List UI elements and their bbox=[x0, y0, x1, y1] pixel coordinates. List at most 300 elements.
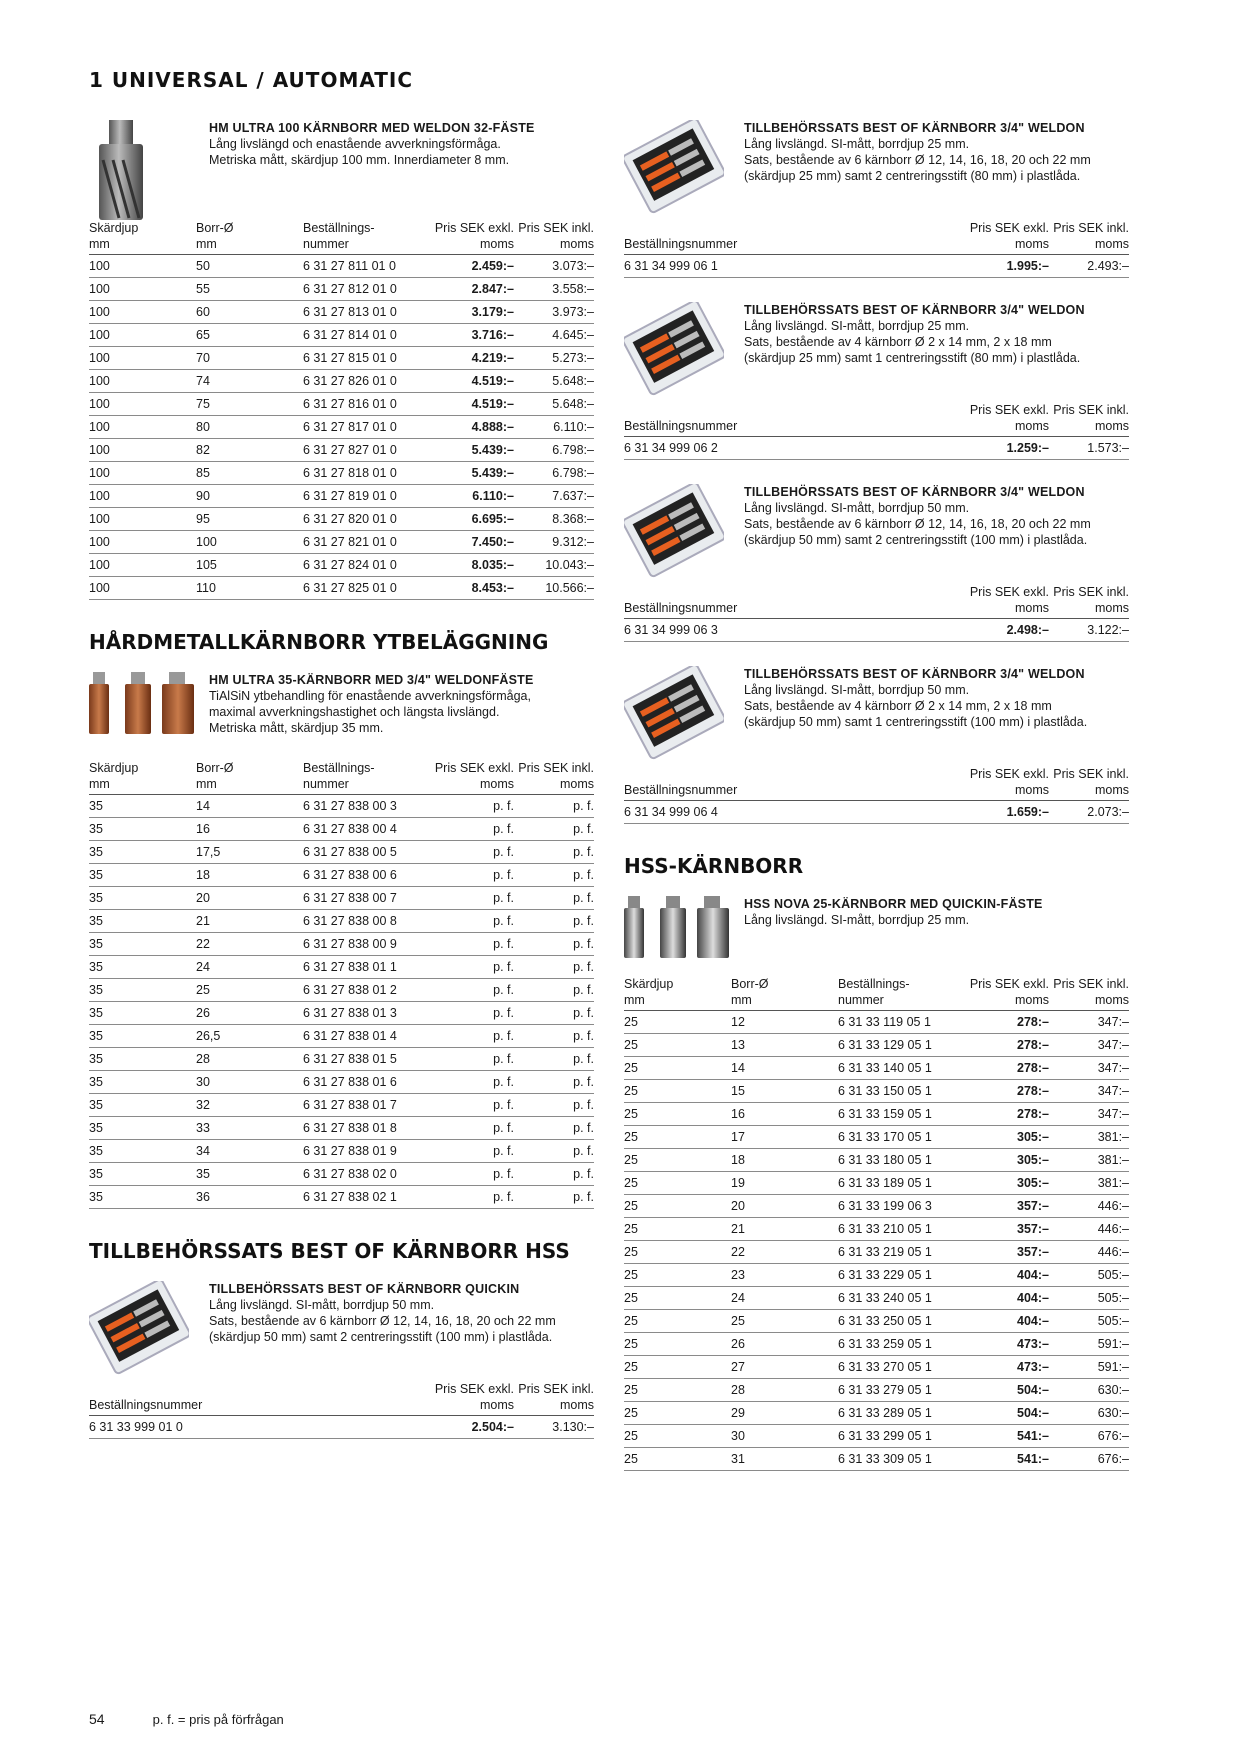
table-cell: 100 bbox=[89, 324, 196, 347]
table-cell: 6 31 27 838 00 5 bbox=[303, 841, 423, 864]
table-row bbox=[89, 301, 594, 324]
table-cell: p. f. bbox=[514, 795, 594, 818]
table-cell: 404:– bbox=[958, 1264, 1049, 1287]
table-row bbox=[89, 1025, 594, 1048]
table-cell: 25 bbox=[624, 1218, 731, 1241]
table-cell: 5.648:– bbox=[514, 393, 594, 416]
table-cell: 50 bbox=[196, 255, 303, 278]
product-title: TILLBEHÖRSSATS BEST OF KÄRNBORR QUICKIN bbox=[209, 1282, 520, 1296]
table-cell: 6 31 33 150 05 1 bbox=[838, 1080, 958, 1103]
table-cell: 90 bbox=[196, 485, 303, 508]
table-cell: 100 bbox=[89, 255, 196, 278]
table-cell: 9.312:– bbox=[514, 531, 594, 554]
table-cell: 3.716:– bbox=[423, 324, 514, 347]
product-desc: Lång livslängd. SI-mått, borrdjup 50 mm. bbox=[209, 1298, 435, 1312]
table-cell: 60 bbox=[196, 301, 303, 324]
table-cell: 6 31 27 813 01 0 bbox=[303, 301, 423, 324]
table-cell: 6 31 27 811 01 0 bbox=[303, 255, 423, 278]
table-cell: 4.519:– bbox=[423, 393, 514, 416]
table-row bbox=[624, 1126, 1129, 1149]
table-cell: 6 31 34 999 06 2 bbox=[624, 437, 958, 460]
table-row bbox=[89, 577, 594, 600]
product-hm-ultra-100 bbox=[89, 120, 594, 600]
table-row bbox=[89, 795, 594, 818]
table-cell: 35 bbox=[89, 1186, 196, 1209]
product-desc: Metriska mått, skärdjup 35 mm. bbox=[209, 721, 384, 735]
table-cell: p. f. bbox=[423, 979, 514, 1002]
table-cell: p. f. bbox=[514, 1117, 594, 1140]
left-column bbox=[89, 120, 594, 1451]
table-cell: 28 bbox=[196, 1048, 303, 1071]
table-cell: 6 31 27 838 00 7 bbox=[303, 887, 423, 910]
table-row bbox=[624, 437, 1129, 460]
table-cell: 6 31 33 140 05 1 bbox=[838, 1057, 958, 1080]
table-cell: 6.110:– bbox=[423, 485, 514, 508]
product-desc: (skärdjup 25 mm) samt 2 centreringsstift (80 mm) i plastlåda. bbox=[744, 169, 1081, 183]
table-cell: 6 31 33 219 05 1 bbox=[838, 1241, 958, 1264]
table-cell: 25 bbox=[624, 1126, 731, 1149]
table-cell: 35 bbox=[89, 1094, 196, 1117]
table-cell: 6 31 34 999 06 3 bbox=[624, 619, 958, 642]
product-desc: Sats, bestående av 4 kärnborr Ø 2 x 14 mm, 2 x 18 mm bbox=[744, 335, 1052, 349]
product-desc: Metriska mått, skärdjup 100 mm. Innerdiameter 8 mm. bbox=[209, 153, 510, 167]
table-cell: 35 bbox=[89, 979, 196, 1002]
table-cell: p. f. bbox=[423, 864, 514, 887]
table-row bbox=[89, 864, 594, 887]
page-number: 54 bbox=[89, 1711, 105, 1727]
table-cell: 100 bbox=[89, 301, 196, 324]
table-cell: 74 bbox=[196, 370, 303, 393]
table-cell: 6 31 27 825 01 0 bbox=[303, 577, 423, 600]
table-cell: 6 31 33 159 05 1 bbox=[838, 1103, 958, 1126]
table-cell: 35 bbox=[89, 1048, 196, 1071]
table-cell: 6 31 27 838 00 8 bbox=[303, 910, 423, 933]
table-cell: 381:– bbox=[1049, 1149, 1129, 1172]
table-cell: 278:– bbox=[958, 1034, 1049, 1057]
table-cell: p. f. bbox=[514, 818, 594, 841]
table-cell: 7.637:– bbox=[514, 485, 594, 508]
table-row bbox=[89, 933, 594, 956]
table-row bbox=[624, 1080, 1129, 1103]
table-cell: 35 bbox=[89, 818, 196, 841]
drill-set-case-image bbox=[89, 1281, 209, 1377]
table-cell: 404:– bbox=[958, 1287, 1049, 1310]
table-cell: 14 bbox=[196, 795, 303, 818]
table-cell: 6.110:– bbox=[514, 416, 594, 439]
product-desc: Sats, bestående av 6 kärnborr Ø 12, 14, 16, 18, 20 och 22 mm bbox=[744, 517, 1091, 531]
table-cell: 35 bbox=[196, 1163, 303, 1186]
table-cell: p. f. bbox=[423, 841, 514, 864]
table-cell: 2.493:– bbox=[1049, 255, 1129, 278]
table-row bbox=[89, 278, 594, 301]
table-cell: 6 31 27 814 01 0 bbox=[303, 324, 423, 347]
table-cell: 676:– bbox=[1049, 1448, 1129, 1471]
table-row bbox=[624, 1402, 1129, 1425]
table-cell: 6 31 33 289 05 1 bbox=[838, 1402, 958, 1425]
product-weldon-set bbox=[624, 120, 1129, 278]
table-row bbox=[89, 370, 594, 393]
table-cell: 10.566:– bbox=[514, 577, 594, 600]
table-cell: 100 bbox=[89, 485, 196, 508]
table-row bbox=[624, 1103, 1129, 1126]
table-cell: 473:– bbox=[958, 1356, 1049, 1379]
table-cell: p. f. bbox=[423, 1071, 514, 1094]
table-cell: 1.573:– bbox=[1049, 437, 1129, 460]
table-cell: p. f. bbox=[514, 933, 594, 956]
table-cell: p. f. bbox=[514, 1048, 594, 1071]
table-cell: p. f. bbox=[423, 956, 514, 979]
table-cell: 381:– bbox=[1049, 1172, 1129, 1195]
table-cell: 6 31 27 838 02 0 bbox=[303, 1163, 423, 1186]
product-desc: Lång livslängd. SI-mått, borrdjup 50 mm. bbox=[744, 683, 970, 697]
table-cell: 26 bbox=[196, 1002, 303, 1025]
table-cell: 305:– bbox=[958, 1149, 1049, 1172]
table-row bbox=[624, 1149, 1129, 1172]
table-cell: 6 31 27 838 00 3 bbox=[303, 795, 423, 818]
table-cell: 5.648:– bbox=[514, 370, 594, 393]
table-cell: 100 bbox=[196, 531, 303, 554]
page-heading: 1 UNIVERSAL / AUTOMATIC bbox=[89, 68, 414, 92]
table-cell: 6 31 33 250 05 1 bbox=[838, 1310, 958, 1333]
table-cell: 25 bbox=[624, 1448, 731, 1471]
table-cell: 3.130:– bbox=[514, 1416, 594, 1439]
table-cell: 347:– bbox=[1049, 1011, 1129, 1034]
table-row bbox=[624, 1448, 1129, 1471]
table-row bbox=[89, 910, 594, 933]
table-cell: 6 31 33 240 05 1 bbox=[838, 1287, 958, 1310]
table-cell: 5.273:– bbox=[514, 347, 594, 370]
table-cell: 65 bbox=[196, 324, 303, 347]
table-cell: p. f. bbox=[514, 1094, 594, 1117]
table-cell: 6 31 27 824 01 0 bbox=[303, 554, 423, 577]
table-cell: 6 31 27 838 01 7 bbox=[303, 1094, 423, 1117]
table-cell: 23 bbox=[731, 1264, 838, 1287]
table-cell: p. f. bbox=[514, 1025, 594, 1048]
table-cell: 6 31 33 129 05 1 bbox=[838, 1034, 958, 1057]
product-desc: Lång livslängd. SI-mått, borrdjup 25 mm. bbox=[744, 319, 970, 333]
product-title: HM ULTRA 35-KÄRNBORR MED 3/4" WELDONFÄSTE bbox=[209, 673, 534, 687]
table-cell: 85 bbox=[196, 462, 303, 485]
table-cell: 22 bbox=[731, 1241, 838, 1264]
table-cell: 15 bbox=[731, 1080, 838, 1103]
table-cell: 347:– bbox=[1049, 1034, 1129, 1057]
table-cell: 6 31 27 820 01 0 bbox=[303, 508, 423, 531]
table-cell: 25 bbox=[624, 1402, 731, 1425]
table-cell: 100 bbox=[89, 439, 196, 462]
price-table: Skärdjup mm Borr-Ø mm Beställnings- nummer Pris SEK exkl. moms Pris SEK inkl. moms 100 50 6 31 27 811 01 0 2.459:– 3.073:– 100 55 6 31 27 812 01 0 2.847:– 3.558:– 100 60 6 31 27 813 01 0 3.179:– 3.973:– 100 65 6 31 27 814 01 0 3.716:– 4.645:– 100 70 6 31 27 815 01 0 4.219:– 5.273:– 100 74 6 31 27 826 01 0 4.519:– 5.648:– 100 75 6 31 27 816 01 0 4.519:– 5.648:– 100 80 6 31 27 817 01 0 4.888:– 6.110:– 100 82 6 31 27 827 01 0 5.439:– 6.798:– 100 85 6 31 27 818 01 0 5.439:– 6.798:– 100 90 6 31 27 819 01 0 6.110:– 7.637:– 100 95 6 31 27 820 01 0 6.695:– 8.368:– 100 100 6 31 27 821 01 0 7.450:– 9.312:– 100 105 6 31 27 824 01 0 8.035:– 10.043:– 100 110 6 31 27 825 01 0 8.453:– 10.566:– bbox=[89, 220, 594, 600]
table-cell: 82 bbox=[196, 439, 303, 462]
product-desc: Lång livslängd. SI-mått, borrdjup 50 mm. bbox=[744, 501, 970, 515]
table-row bbox=[624, 1195, 1129, 1218]
table-cell: 1.995:– bbox=[958, 255, 1049, 278]
table-cell: 6 31 27 838 01 6 bbox=[303, 1071, 423, 1094]
table-cell: 10.043:– bbox=[514, 554, 594, 577]
table-cell: 35 bbox=[89, 1025, 196, 1048]
table-cell: p. f. bbox=[423, 795, 514, 818]
table-row bbox=[89, 531, 594, 554]
table-cell: 347:– bbox=[1049, 1057, 1129, 1080]
table-cell: 6 31 27 838 00 6 bbox=[303, 864, 423, 887]
table-cell: 1.259:– bbox=[958, 437, 1049, 460]
table-cell: 6 31 27 838 00 4 bbox=[303, 818, 423, 841]
table-row bbox=[624, 1287, 1129, 1310]
table-cell: 6 31 33 309 05 1 bbox=[838, 1448, 958, 1471]
product-title: TILLBEHÖRSSATS BEST OF KÄRNBORR 3/4" WELDON bbox=[744, 667, 1085, 681]
price-table: Beställningsnummer Pris SEK exkl. moms Pris SEK inkl. moms 6 31 34 999 06 3 2.498:– 3.122:– bbox=[624, 584, 1129, 642]
table-cell: 3.973:– bbox=[514, 301, 594, 324]
table-cell: 6 31 33 279 05 1 bbox=[838, 1379, 958, 1402]
table-cell: 6 31 27 838 02 1 bbox=[303, 1186, 423, 1209]
table-cell: 6 31 27 838 01 8 bbox=[303, 1117, 423, 1140]
table-cell: p. f. bbox=[514, 1186, 594, 1209]
table-cell: 3.122:– bbox=[1049, 619, 1129, 642]
drill-set-case-image bbox=[624, 302, 744, 398]
product-weldon-set bbox=[624, 484, 1129, 642]
table-cell: 2.459:– bbox=[423, 255, 514, 278]
table-cell: 6 31 33 180 05 1 bbox=[838, 1149, 958, 1172]
table-cell: 25 bbox=[624, 1425, 731, 1448]
table-cell: 100 bbox=[89, 531, 196, 554]
table-row bbox=[624, 1034, 1129, 1057]
table-cell: 6 31 34 999 06 4 bbox=[624, 801, 958, 824]
table-row bbox=[89, 508, 594, 531]
table-cell: 27 bbox=[731, 1356, 838, 1379]
table-cell: 100 bbox=[89, 393, 196, 416]
table-cell: p. f. bbox=[514, 864, 594, 887]
table-cell: p. f. bbox=[423, 1025, 514, 1048]
table-cell: 8.035:– bbox=[423, 554, 514, 577]
table-cell: 278:– bbox=[958, 1103, 1049, 1126]
table-cell: 6 31 27 817 01 0 bbox=[303, 416, 423, 439]
table-cell: 13 bbox=[731, 1034, 838, 1057]
section-title-coated: HÅRDMETALLKÄRNBORR YTBELÄGGNING bbox=[89, 630, 549, 654]
table-cell: 25 bbox=[624, 1011, 731, 1034]
table-cell: 100 bbox=[89, 508, 196, 531]
table-row bbox=[89, 324, 594, 347]
table-cell: 7.450:– bbox=[423, 531, 514, 554]
price-table: Beställningsnummer Pris SEK exkl. moms Pris SEK inkl. moms 6 31 34 999 06 1 1.995:– 2.493:– bbox=[624, 220, 1129, 278]
table-row bbox=[89, 416, 594, 439]
table-cell: 55 bbox=[196, 278, 303, 301]
table-cell: 6 31 33 999 01 0 bbox=[89, 1416, 423, 1439]
table-cell: 5.439:– bbox=[423, 462, 514, 485]
table-cell: 357:– bbox=[958, 1218, 1049, 1241]
table-cell: 6 31 33 229 05 1 bbox=[838, 1264, 958, 1287]
table-cell: 95 bbox=[196, 508, 303, 531]
table-cell: p. f. bbox=[514, 1140, 594, 1163]
table-cell: 6 31 27 821 01 0 bbox=[303, 531, 423, 554]
table-cell: 6 31 27 812 01 0 bbox=[303, 278, 423, 301]
product-desc: Sats, bestående av 4 kärnborr Ø 2 x 14 mm, 2 x 18 mm bbox=[744, 699, 1052, 713]
table-cell: p. f. bbox=[514, 1002, 594, 1025]
table-cell: 278:– bbox=[958, 1011, 1049, 1034]
table-cell: 20 bbox=[196, 887, 303, 910]
table-cell: p. f. bbox=[514, 910, 594, 933]
table-cell: 6.798:– bbox=[514, 462, 594, 485]
product-quickin-set bbox=[89, 1281, 594, 1439]
table-cell: 305:– bbox=[958, 1126, 1049, 1149]
table-cell: 21 bbox=[731, 1218, 838, 1241]
table-cell: 25 bbox=[196, 979, 303, 1002]
table-row bbox=[624, 619, 1129, 642]
table-cell: 25 bbox=[624, 1080, 731, 1103]
table-row bbox=[624, 1379, 1129, 1402]
table-cell: 35 bbox=[89, 1117, 196, 1140]
table-cell: 18 bbox=[196, 864, 303, 887]
table-cell: 6 31 33 259 05 1 bbox=[838, 1333, 958, 1356]
product-weldon-set bbox=[624, 666, 1129, 824]
table-cell: p. f. bbox=[423, 1048, 514, 1071]
table-cell: 2.498:– bbox=[958, 619, 1049, 642]
table-cell: 25 bbox=[624, 1172, 731, 1195]
table-row bbox=[624, 255, 1129, 278]
table-cell: 357:– bbox=[958, 1241, 1049, 1264]
table-cell: 35 bbox=[89, 956, 196, 979]
table-cell: 8.453:– bbox=[423, 577, 514, 600]
table-cell: 473:– bbox=[958, 1333, 1049, 1356]
table-cell: 25 bbox=[624, 1057, 731, 1080]
product-hss-nova-25 bbox=[624, 896, 1129, 1471]
table-cell: 357:– bbox=[958, 1195, 1049, 1218]
table-cell: p. f. bbox=[514, 1163, 594, 1186]
table-cell: p. f. bbox=[423, 1163, 514, 1186]
core-drill-image bbox=[89, 120, 209, 224]
table-cell: 446:– bbox=[1049, 1218, 1129, 1241]
table-cell: 110 bbox=[196, 577, 303, 600]
table-row bbox=[624, 1241, 1129, 1264]
section-title-hss: HSS-KÄRNBORR bbox=[624, 854, 804, 878]
table-cell: 6 31 33 189 05 1 bbox=[838, 1172, 958, 1195]
table-cell: 6 31 27 826 01 0 bbox=[303, 370, 423, 393]
product-desc: Sats, bestående av 6 kärnborr Ø 12, 14, 16, 18, 20 och 22 mm bbox=[209, 1314, 556, 1328]
table-cell: 19 bbox=[731, 1172, 838, 1195]
table-cell: 347:– bbox=[1049, 1103, 1129, 1126]
table-cell: p. f. bbox=[423, 1002, 514, 1025]
table-cell: 18 bbox=[731, 1149, 838, 1172]
product-title: HM ULTRA 100 KÄRNBORR MED WELDON 32-FÄSTE bbox=[209, 121, 535, 135]
table-row bbox=[624, 1333, 1129, 1356]
table-cell: 305:– bbox=[958, 1172, 1049, 1195]
table-cell: 278:– bbox=[958, 1057, 1049, 1080]
table-cell: 6 31 27 838 01 3 bbox=[303, 1002, 423, 1025]
table-row bbox=[89, 347, 594, 370]
table-cell: 25 bbox=[624, 1195, 731, 1218]
table-row bbox=[89, 818, 594, 841]
table-cell: 4.645:– bbox=[514, 324, 594, 347]
table-cell: 26 bbox=[731, 1333, 838, 1356]
table-cell: p. f. bbox=[514, 1071, 594, 1094]
table-cell: 6 31 27 816 01 0 bbox=[303, 393, 423, 416]
table-cell: 446:– bbox=[1049, 1195, 1129, 1218]
table-cell: 17,5 bbox=[196, 841, 303, 864]
table-row bbox=[624, 1218, 1129, 1241]
section-title-hss-set: TILLBEHÖRSSATS BEST OF KÄRNBORR HSS bbox=[89, 1239, 570, 1263]
table-cell: p. f. bbox=[423, 910, 514, 933]
table-cell: 6 31 34 999 06 1 bbox=[624, 255, 958, 278]
table-row bbox=[89, 1048, 594, 1071]
table-row bbox=[89, 485, 594, 508]
table-cell: 504:– bbox=[958, 1379, 1049, 1402]
table-cell: 6 31 33 119 05 1 bbox=[838, 1011, 958, 1034]
table-cell: 24 bbox=[196, 956, 303, 979]
table-cell: 35 bbox=[89, 1002, 196, 1025]
table-cell: 25 bbox=[624, 1034, 731, 1057]
table-cell: 34 bbox=[196, 1140, 303, 1163]
table-cell: 6 31 27 838 01 4 bbox=[303, 1025, 423, 1048]
hss-drills-image bbox=[624, 896, 744, 960]
table-cell: 630:– bbox=[1049, 1402, 1129, 1425]
table-cell: 4.519:– bbox=[423, 370, 514, 393]
table-row bbox=[624, 1356, 1129, 1379]
table-cell: 6 31 33 299 05 1 bbox=[838, 1425, 958, 1448]
table-cell: 6 31 27 818 01 0 bbox=[303, 462, 423, 485]
table-cell: 504:– bbox=[958, 1402, 1049, 1425]
table-cell: 25 bbox=[624, 1264, 731, 1287]
table-cell: p. f. bbox=[514, 979, 594, 1002]
table-cell: p. f. bbox=[514, 956, 594, 979]
table-cell: 505:– bbox=[1049, 1287, 1129, 1310]
table-row bbox=[89, 1186, 594, 1209]
table-cell: 6 31 27 819 01 0 bbox=[303, 485, 423, 508]
product-desc: TiAlSiN ytbehandling för enastående avverkningsförmåga, bbox=[209, 689, 531, 703]
table-cell: 6 31 27 838 01 9 bbox=[303, 1140, 423, 1163]
table-row bbox=[624, 1057, 1129, 1080]
table-cell: 278:– bbox=[958, 1080, 1049, 1103]
table-cell: 4.888:– bbox=[423, 416, 514, 439]
product-desc: (skärdjup 50 mm) samt 1 centreringsstift (100 mm) i plastlåda. bbox=[744, 715, 1088, 729]
table-row bbox=[89, 887, 594, 910]
table-row bbox=[89, 841, 594, 864]
table-cell: 31 bbox=[731, 1448, 838, 1471]
table-cell: 446:– bbox=[1049, 1241, 1129, 1264]
table-row bbox=[89, 1094, 594, 1117]
footnote: p. f. = pris på förfrågan bbox=[152, 1712, 284, 1727]
table-cell: 3.179:– bbox=[423, 301, 514, 324]
table-cell: 3.073:– bbox=[514, 255, 594, 278]
table-cell: 35 bbox=[89, 933, 196, 956]
table-cell: 6 31 27 838 01 1 bbox=[303, 956, 423, 979]
product-title: TILLBEHÖRSSATS BEST OF KÄRNBORR 3/4" WELDON bbox=[744, 121, 1085, 135]
price-table: Beställningsnummer Pris SEK exkl. moms Pris SEK inkl. moms 6 31 33 999 01 0 2.504:– 3.130:– bbox=[89, 1381, 594, 1439]
table-cell: 6 31 27 838 01 5 bbox=[303, 1048, 423, 1071]
product-desc: (skärdjup 50 mm) samt 2 centreringsstift (100 mm) i plastlåda. bbox=[209, 1330, 553, 1344]
table-cell: p. f. bbox=[423, 818, 514, 841]
page-footer bbox=[89, 1711, 284, 1727]
product-title: HSS NOVA 25-KÄRNBORR MED QUICKIN-FÄSTE bbox=[744, 897, 1043, 911]
table-cell: 1.659:– bbox=[958, 801, 1049, 824]
table-cell: 2.847:– bbox=[423, 278, 514, 301]
table-cell: 35 bbox=[89, 910, 196, 933]
table-cell: 6 31 33 170 05 1 bbox=[838, 1126, 958, 1149]
table-cell: p. f. bbox=[423, 1186, 514, 1209]
table-cell: 100 bbox=[89, 577, 196, 600]
right-column bbox=[624, 120, 1129, 1483]
table-cell: 591:– bbox=[1049, 1333, 1129, 1356]
product-desc: Lång livslängd. SI-mått, borrdjup 25 mm. bbox=[744, 137, 970, 151]
table-cell: p. f. bbox=[423, 887, 514, 910]
product-title: TILLBEHÖRSSATS BEST OF KÄRNBORR 3/4" WELDON bbox=[744, 485, 1085, 499]
table-cell: 16 bbox=[196, 818, 303, 841]
drill-set-case-image bbox=[624, 666, 744, 762]
table-cell: 30 bbox=[196, 1071, 303, 1094]
table-cell: 676:– bbox=[1049, 1425, 1129, 1448]
table-cell: 35 bbox=[89, 887, 196, 910]
table-cell: 100 bbox=[89, 278, 196, 301]
table-cell: 505:– bbox=[1049, 1310, 1129, 1333]
drill-set-case-image bbox=[624, 484, 744, 580]
table-cell: 36 bbox=[196, 1186, 303, 1209]
table-cell: p. f. bbox=[423, 1140, 514, 1163]
